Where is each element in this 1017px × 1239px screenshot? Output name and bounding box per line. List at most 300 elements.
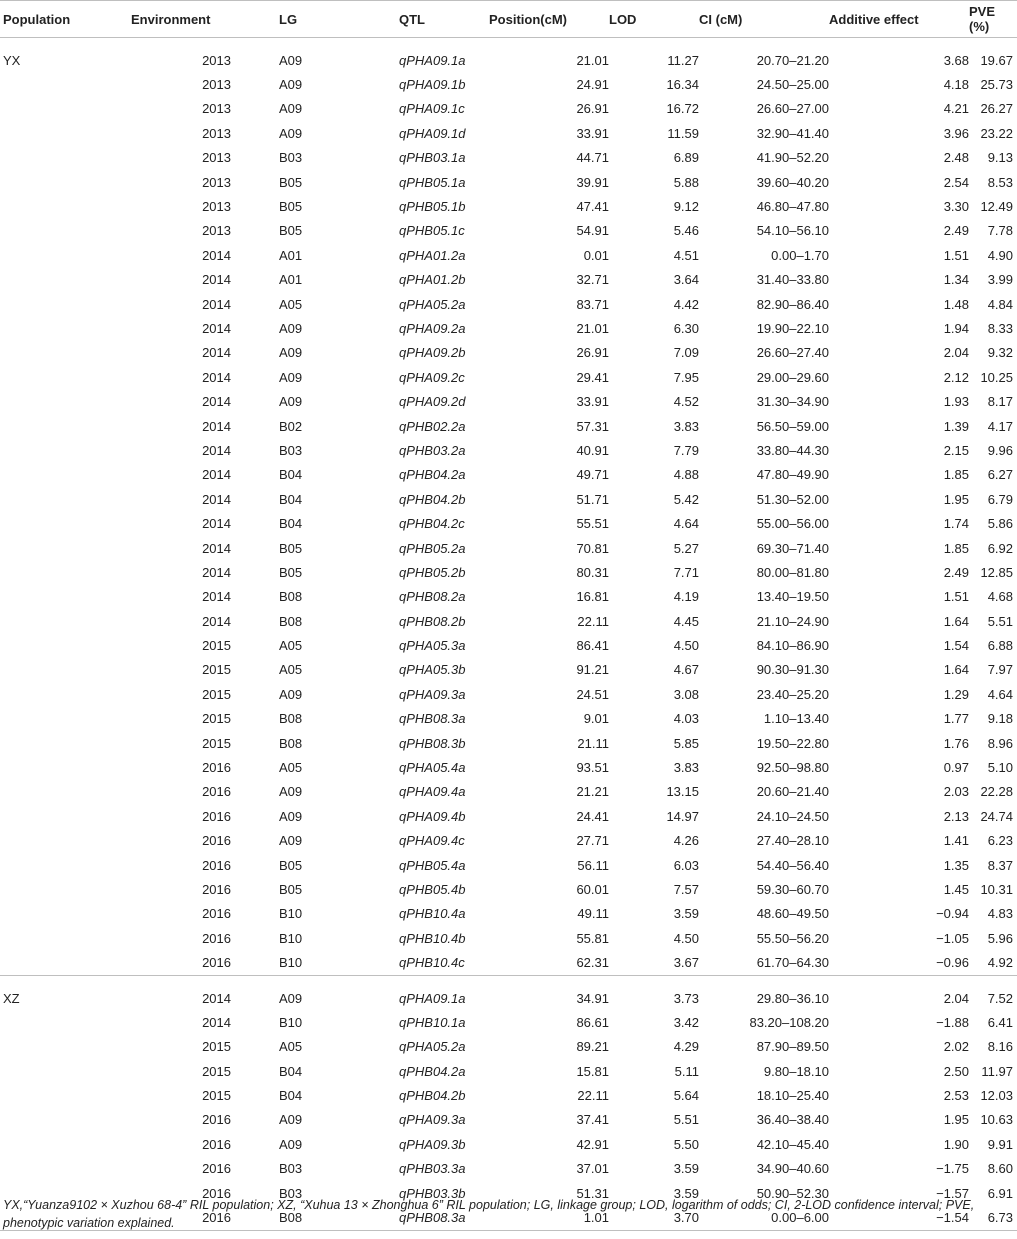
cell-qtl: qPHA09.1b xyxy=(399,77,466,93)
cell-ci: 26.60–27.40 xyxy=(756,345,829,361)
cell-qtl: qPHA09.2c xyxy=(399,369,465,385)
cell-ci: 0.00–1.70 xyxy=(771,247,829,263)
cell-environment: 2014 xyxy=(202,613,231,629)
cell-additive-effect: 1.64 xyxy=(943,662,969,678)
cell-population xyxy=(0,292,113,316)
cell-additive-effect: 3.30 xyxy=(943,199,969,215)
cell-lod: 4.64 xyxy=(673,516,699,532)
cell-population xyxy=(0,536,113,560)
cell-additive-effect: 2.53 xyxy=(943,1088,969,1104)
cell-additive-effect: 1.29 xyxy=(943,686,969,702)
table-row xyxy=(0,97,1017,121)
cell-lod: 13.15 xyxy=(666,784,699,800)
cell-qtl: qPHB03.3a xyxy=(399,1161,466,1177)
cell-pve: 6.23 xyxy=(987,833,1013,849)
cell-pve: 23.22 xyxy=(980,125,1013,141)
cell-environment: 2015 xyxy=(202,1039,231,1055)
cell-qtl: qPHA05.2a xyxy=(399,1039,466,1055)
cell-population xyxy=(0,170,113,194)
cell-additive-effect: 1.34 xyxy=(943,272,969,288)
cell-lod: 4.50 xyxy=(673,930,699,946)
cell-additive-effect: 1.95 xyxy=(943,1112,969,1128)
cell-population xyxy=(0,194,113,218)
cell-lg: B05 xyxy=(279,174,303,190)
cell-additive-effect: 1.77 xyxy=(943,711,969,727)
cell-position: 51.71 xyxy=(576,491,609,507)
table-row xyxy=(0,975,1017,1010)
cell-position: 21.11 xyxy=(577,735,609,751)
cell-qtl: qPHB05.1c xyxy=(399,223,465,239)
cell-additive-effect: 2.04 xyxy=(943,345,969,361)
table-row xyxy=(0,877,1017,901)
cell-additive-effect: 2.13 xyxy=(943,808,969,824)
cell-lod: 5.50 xyxy=(673,1136,699,1152)
cell-pve: 4.64 xyxy=(987,686,1013,702)
cell-position: 40.91 xyxy=(576,442,609,458)
cell-ci: 54.10–56.10 xyxy=(756,223,829,239)
table-row xyxy=(0,487,1017,511)
cell-population xyxy=(0,853,113,877)
cell-position: 70.81 xyxy=(576,540,609,556)
table-row xyxy=(0,950,1017,975)
cell-position: 62.31 xyxy=(576,955,609,971)
cell-environment: 2014 xyxy=(202,442,231,458)
cell-lod: 5.51 xyxy=(673,1112,699,1128)
cell-position: 89.21 xyxy=(576,1039,609,1055)
cell-additive-effect: 1.85 xyxy=(943,540,969,556)
cell-ci: 69.30–71.40 xyxy=(756,540,829,556)
cell-ci: 82.90–86.40 xyxy=(756,296,829,312)
cell-lg: B03 xyxy=(279,442,303,458)
cell-ci: 19.50–22.80 xyxy=(756,735,829,751)
table-row xyxy=(0,585,1017,609)
cell-pve: 8.96 xyxy=(987,735,1013,751)
cell-lod: 5.42 xyxy=(673,491,699,507)
cell-ci: 90.30–91.30 xyxy=(756,662,829,678)
cell-lod: 3.08 xyxy=(673,686,699,702)
cell-additive-effect: −1.88 xyxy=(936,1014,969,1030)
cell-additive-effect: 4.21 xyxy=(943,101,969,117)
cell-pve: 12.03 xyxy=(980,1088,1013,1104)
cell-pve: 10.31 xyxy=(980,881,1013,897)
cell-pve: 6.41 xyxy=(987,1014,1013,1030)
cell-population xyxy=(0,877,113,901)
table-row xyxy=(0,1035,1017,1059)
cell-position: 83.71 xyxy=(576,296,609,312)
cell-position: 24.91 xyxy=(576,77,609,93)
cell-qtl: qPHA09.2a xyxy=(399,320,466,336)
cell-additive-effect: 1.39 xyxy=(943,418,969,434)
cell-ci: 24.10–24.50 xyxy=(756,808,829,824)
cell-ci: 56.50–59.00 xyxy=(756,418,829,434)
cell-population xyxy=(0,341,113,365)
cell-additive-effect: 1.85 xyxy=(943,467,969,483)
cell-qtl: qPHA05.2a xyxy=(399,296,466,312)
cell-qtl: qPHA05.3b xyxy=(399,662,466,678)
cell-ci: 54.40–56.40 xyxy=(756,857,829,873)
cell-lg: A09 xyxy=(279,125,303,141)
cell-ci: 20.70–21.20 xyxy=(756,52,829,68)
cell-lg: B04 xyxy=(279,491,303,507)
cell-qtl: qPHB10.4c xyxy=(399,955,465,971)
cell-lod: 7.71 xyxy=(673,564,699,580)
cell-population xyxy=(0,463,113,487)
cell-pve: 19.67 xyxy=(980,52,1013,68)
cell-lod: 7.57 xyxy=(673,881,699,897)
cell-lg: B04 xyxy=(279,516,303,532)
cell-qtl: qPHA09.1a xyxy=(399,975,489,1010)
cell-pve: 6.73 xyxy=(969,1205,1017,1230)
cell-environment: 2013 xyxy=(202,199,231,215)
cell-pve: 6.79 xyxy=(987,491,1013,507)
table-row xyxy=(0,633,1017,657)
table-row xyxy=(0,72,1017,96)
cell-position: 55.81 xyxy=(576,930,609,946)
cell-qtl: qPHB08.2a xyxy=(399,589,466,605)
cell-additive-effect: −0.94 xyxy=(936,906,969,922)
cell-environment: 2014 xyxy=(202,345,231,361)
cell-pve: 10.25 xyxy=(980,369,1013,385)
cell-position: 49.71 xyxy=(576,467,609,483)
cell-lg: A05 xyxy=(279,1039,303,1055)
cell-position: 22.11 xyxy=(577,613,609,629)
cell-lod: 5.64 xyxy=(673,1088,699,1104)
cell-population xyxy=(0,438,113,462)
cell-additive-effect: −1.57 xyxy=(936,1185,969,1201)
table-row xyxy=(0,170,1017,194)
cell-qtl: qPHA09.3a xyxy=(399,1112,466,1128)
cell-lod: 7.95 xyxy=(673,369,699,385)
cell-population xyxy=(0,1035,113,1059)
cell-additive-effect: 2.12 xyxy=(943,369,969,385)
table-row xyxy=(0,292,1017,316)
cell-ci: 36.40–38.40 xyxy=(756,1112,829,1128)
cell-additive-effect: 2.15 xyxy=(943,442,969,458)
table-footnote: YX,“Yuanza9102 × Xuzhou 68-4” RIL population; XZ, “Xuhua 13 × Zhonghua 6” RIL population; LG, linkage group; LOD, logarithm of odds; CI, 2-LOD confidence interval; PVE, phenotypic variation explained. xyxy=(3,1198,975,1230)
cell-lg: A09 xyxy=(279,808,303,824)
table-row xyxy=(0,853,1017,877)
cell-qtl: qPHB08.2b xyxy=(399,613,466,629)
cell-environment: 2015 xyxy=(202,711,231,727)
table-row xyxy=(0,609,1017,633)
cell-lg: B08 xyxy=(279,711,303,727)
cell-population xyxy=(0,268,113,292)
cell-lod: 5.11 xyxy=(674,1063,699,1079)
cell-population xyxy=(0,950,113,975)
cell-population xyxy=(0,707,113,731)
cell-pve: 9.32 xyxy=(987,345,1013,361)
cell-position: 21.01 xyxy=(576,52,609,68)
cell-ci: 0.00–6.00 xyxy=(699,1205,829,1230)
cell-environment: 2016 xyxy=(202,808,231,824)
cell-lod: 3.59 xyxy=(673,1161,699,1177)
cell-additive-effect: −0.96 xyxy=(936,955,969,971)
cell-lg: A09 xyxy=(279,369,303,385)
cell-pve: 8.33 xyxy=(987,320,1013,336)
cell-pve: 5.86 xyxy=(987,516,1013,532)
table-row xyxy=(0,316,1017,340)
table-row xyxy=(0,268,1017,292)
cell-additive-effect: 3.96 xyxy=(943,125,969,141)
cell-qtl: qPHB10.4a xyxy=(399,906,466,922)
cell-ci: 39.60–40.20 xyxy=(756,174,829,190)
cell-lg: B08 xyxy=(279,613,303,629)
cell-environment: 2013 xyxy=(202,125,231,141)
cell-environment: 2014 xyxy=(202,320,231,336)
cell-ci: 55.00–56.00 xyxy=(756,516,829,532)
cell-population xyxy=(0,146,113,170)
cell-qtl: qPHB04.2b xyxy=(399,1088,466,1104)
cell-ci: 51.30–52.00 xyxy=(756,491,829,507)
cell-lg: B05 xyxy=(279,857,303,873)
cell-lod: 4.45 xyxy=(673,613,699,629)
cell-lg: B04 xyxy=(279,467,303,483)
cell-environment: 2013 xyxy=(202,77,231,93)
cell-additive-effect: 1.76 xyxy=(943,735,969,751)
cell-population: YX xyxy=(3,52,21,68)
table-row xyxy=(0,341,1017,365)
cell-lod: 4.42 xyxy=(673,296,699,312)
cell-additive-effect: 1.93 xyxy=(943,394,969,410)
cell-position: 32.71 xyxy=(576,272,609,288)
cell-environment: 2014 xyxy=(202,491,231,507)
cell-position: 39.91 xyxy=(576,174,609,190)
cell-position: 27.71 xyxy=(576,833,609,849)
cell-additive-effect: 1.48 xyxy=(943,296,969,312)
table-row xyxy=(0,707,1017,731)
cell-lg: B08 xyxy=(279,589,303,605)
cell-pve: 4.92 xyxy=(987,955,1013,971)
cell-additive-effect: 3.68 xyxy=(943,52,969,68)
cell-population xyxy=(0,219,113,243)
cell-qtl: qPHA01.2b xyxy=(399,272,466,288)
cell-lg: B05 xyxy=(279,564,303,580)
cell-environment: 2014 xyxy=(113,975,231,1010)
cell-environment: 2013 xyxy=(202,52,231,68)
table-row xyxy=(0,658,1017,682)
cell-pve: 12.49 xyxy=(980,199,1013,215)
cell-pve: 4.17 xyxy=(987,418,1013,434)
cell-lg: A09 xyxy=(231,975,399,1010)
cell-environment: 2014 xyxy=(202,418,231,434)
cell-qtl: qPHB02.2a xyxy=(399,418,466,434)
cell-position: 49.11 xyxy=(577,906,609,922)
cell-position: 1.01 xyxy=(489,1205,609,1230)
cell-qtl: qPHA05.3a xyxy=(399,638,466,654)
cell-population xyxy=(0,389,113,413)
cell-population xyxy=(0,755,113,779)
cell-environment: 2014 xyxy=(202,247,231,263)
cell-qtl: qPHB05.1b xyxy=(399,199,466,215)
cell-population xyxy=(0,1132,113,1156)
cell-ci: 9.80–18.10 xyxy=(763,1063,829,1079)
cell-pve: 4.84 xyxy=(987,296,1013,312)
cell-lg: B10 xyxy=(279,906,303,922)
cell-pve: 4.90 xyxy=(987,247,1013,263)
cell-lg: A09 xyxy=(279,77,303,93)
cell-pve: 9.18 xyxy=(987,711,1013,727)
cell-additive-effect: 2.04 xyxy=(829,975,969,1010)
cell-population xyxy=(0,926,113,950)
cell-environment: 2016 xyxy=(202,784,231,800)
table-row xyxy=(0,1132,1017,1156)
cell-environment: 2014 xyxy=(202,564,231,580)
cell-pve: 8.60 xyxy=(987,1161,1013,1177)
cell-position: 57.31 xyxy=(576,418,609,434)
cell-ci: 1.10–13.40 xyxy=(763,711,829,727)
cell-qtl: qPHA05.4a xyxy=(399,760,466,776)
cell-additive-effect: 2.48 xyxy=(943,150,969,166)
cell-lg: B10 xyxy=(279,955,303,971)
cell-position: 91.21 xyxy=(576,662,609,678)
cell-ci: 55.50–56.20 xyxy=(756,930,829,946)
cell-additive-effect: 2.50 xyxy=(943,1063,969,1079)
cell-position: 22.11 xyxy=(577,1088,609,1104)
cell-pve: 8.16 xyxy=(987,1039,1013,1055)
header-additive-effect: Additive effect xyxy=(829,1,969,38)
table-row xyxy=(0,829,1017,853)
table-row xyxy=(0,1083,1017,1107)
cell-position: 44.71 xyxy=(576,150,609,166)
cell-position: 33.91 xyxy=(576,125,609,141)
cell-environment: 2016 xyxy=(202,1112,231,1128)
cell-qtl: qPHA01.2a xyxy=(399,247,466,263)
cell-additive-effect: 2.03 xyxy=(943,784,969,800)
cell-position: 51.31 xyxy=(576,1185,609,1201)
cell-lg: B03 xyxy=(279,150,303,166)
cell-lg: B08 xyxy=(231,1205,399,1230)
table-body xyxy=(0,38,1017,1231)
cell-lg: B04 xyxy=(279,1088,303,1104)
cell-environment: 2015 xyxy=(202,686,231,702)
cell-lg: A09 xyxy=(279,784,303,800)
cell-lod: 5.88 xyxy=(673,174,699,190)
cell-ci: 61.70–64.30 xyxy=(756,955,829,971)
cell-lod: 7.79 xyxy=(673,442,699,458)
cell-additive-effect: 1.94 xyxy=(943,320,969,336)
cell-qtl: qPHA09.4c xyxy=(399,833,465,849)
cell-qtl: qPHA09.1c xyxy=(399,101,465,117)
cell-additive-effect: 1.74 xyxy=(943,516,969,532)
cell-environment: 2013 xyxy=(202,150,231,166)
cell-population xyxy=(0,97,113,121)
cell-qtl: qPHA09.2d xyxy=(399,394,466,410)
cell-environment: 2014 xyxy=(202,272,231,288)
cell-population xyxy=(0,560,113,584)
cell-qtl: qPHB05.1a xyxy=(399,174,466,190)
cell-environment: 2013 xyxy=(202,101,231,117)
cell-lod: 3.59 xyxy=(673,906,699,922)
table-row xyxy=(0,389,1017,413)
cell-ci: 87.90–89.50 xyxy=(756,1039,829,1055)
cell-qtl: qPHB04.2c xyxy=(399,516,465,532)
cell-additive-effect: 2.49 xyxy=(943,564,969,580)
cell-qtl: qPHB05.4b xyxy=(399,881,466,897)
table-row xyxy=(0,1108,1017,1132)
cell-position: 29.41 xyxy=(576,369,609,385)
cell-population xyxy=(0,121,113,145)
cell-additive-effect: 1.41 xyxy=(943,833,969,849)
cell-pve: 9.91 xyxy=(987,1136,1013,1152)
cell-ci: 29.00–29.60 xyxy=(756,369,829,385)
cell-lg: A09 xyxy=(279,833,303,849)
cell-environment: 2014 xyxy=(202,589,231,605)
cell-position: 56.11 xyxy=(577,857,609,873)
cell-qtl: qPHA09.4a xyxy=(399,784,466,800)
cell-ci: 32.90–41.40 xyxy=(756,125,829,141)
cell-pve: 6.88 xyxy=(987,638,1013,654)
cell-pve: 24.74 xyxy=(980,808,1013,824)
cell-population xyxy=(0,243,113,267)
cell-population xyxy=(0,316,113,340)
table-row xyxy=(0,804,1017,828)
cell-pve: 6.27 xyxy=(987,467,1013,483)
cell-qtl: qPHA09.2b xyxy=(399,345,466,361)
cell-qtl: qPHB04.2a xyxy=(399,1063,466,1079)
cell-additive-effect: 4.18 xyxy=(943,77,969,93)
cell-environment: 2015 xyxy=(202,1088,231,1104)
cell-position: 37.01 xyxy=(576,1161,609,1177)
cell-lg: A05 xyxy=(279,296,303,312)
cell-environment: 2014 xyxy=(202,516,231,532)
cell-lod: 3.73 xyxy=(609,975,699,1010)
cell-ci: 41.90–52.20 xyxy=(756,150,829,166)
cell-ci: 23.40–25.20 xyxy=(756,686,829,702)
header-row xyxy=(0,1,1017,38)
cell-pve: 7.97 xyxy=(987,662,1013,678)
cell-ci: 31.30–34.90 xyxy=(756,394,829,410)
cell-population xyxy=(0,585,113,609)
cell-lg: A09 xyxy=(279,394,303,410)
header-population: Population xyxy=(0,1,113,38)
cell-qtl: qPHB05.2a xyxy=(399,540,466,556)
cell-additive-effect: 1.64 xyxy=(943,613,969,629)
cell-pve: 12.85 xyxy=(980,564,1013,580)
cell-position: 24.51 xyxy=(576,686,609,702)
cell-population xyxy=(0,1059,113,1083)
cell-lod: 3.42 xyxy=(673,1014,699,1030)
cell-lg: A09 xyxy=(279,1112,303,1128)
cell-population xyxy=(0,829,113,853)
cell-pve: 9.13 xyxy=(987,150,1013,166)
cell-pve: 3.99 xyxy=(987,272,1013,288)
cell-position: 0.01 xyxy=(583,247,609,263)
cell-environment: 2016 xyxy=(202,833,231,849)
cell-lod: 4.88 xyxy=(673,467,699,483)
cell-population xyxy=(0,72,113,96)
cell-lod: 16.34 xyxy=(666,77,699,93)
cell-position: 9.01 xyxy=(583,711,609,727)
cell-population: XZ xyxy=(0,975,113,1010)
cell-position: 54.91 xyxy=(576,223,609,239)
cell-qtl: qPHA09.1a xyxy=(399,52,466,68)
cell-pve: 5.51 xyxy=(987,613,1013,629)
cell-additive-effect: −1.54 xyxy=(829,1205,969,1230)
table-row xyxy=(0,463,1017,487)
cell-lg: A09 xyxy=(279,1136,303,1152)
cell-lg: B08 xyxy=(279,735,303,751)
cell-position: 24.41 xyxy=(576,808,609,824)
cell-position: 86.61 xyxy=(576,1014,609,1030)
cell-lg: A01 xyxy=(279,247,303,263)
cell-lg: B04 xyxy=(279,1063,303,1079)
cell-environment: 2016 xyxy=(202,1136,231,1152)
cell-lg: B05 xyxy=(279,199,303,215)
cell-lod: 3.67 xyxy=(673,955,699,971)
cell-ci: 18.10–25.40 xyxy=(756,1088,829,1104)
table-row xyxy=(0,902,1017,926)
cell-additive-effect: 0.97 xyxy=(943,760,969,776)
